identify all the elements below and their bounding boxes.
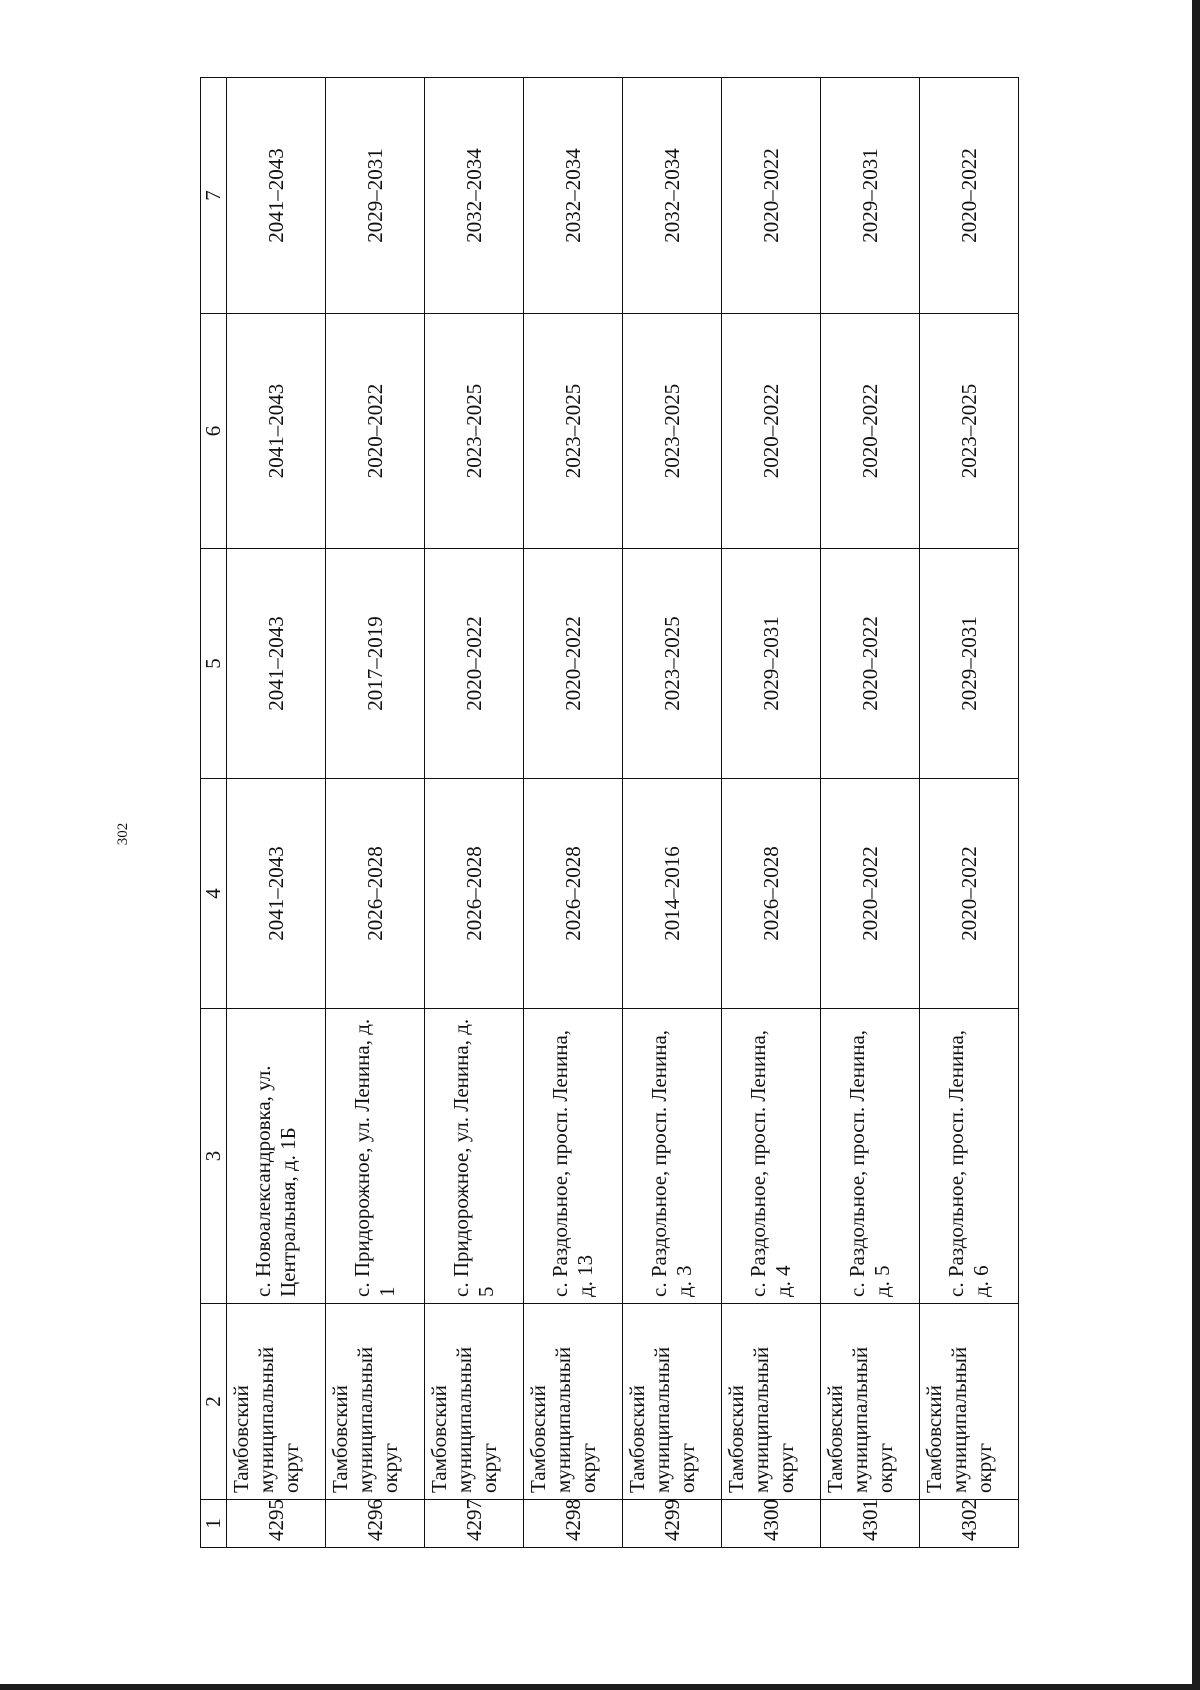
row-number-cell: 4301	[821, 1500, 920, 1548]
period-cell-6: 2020–2022	[821, 314, 920, 549]
address-cell: с. Новоалександровка, ул. Центральная, д. 1Б	[227, 1009, 326, 1304]
period-cell-7: 2029–2031	[821, 78, 920, 314]
period-cell-7: 2032–2034	[623, 78, 722, 314]
scan-edge-right	[1192, 0, 1200, 1690]
period-cell-7: 2032–2034	[425, 78, 524, 314]
period-cell-5: 2041–2043	[227, 549, 326, 779]
district-cell: Тамбовский муниципальный округ	[623, 1304, 722, 1500]
district-cell: Тамбовский муниципальный округ	[425, 1304, 524, 1500]
table-row	[920, 78, 1019, 1548]
period-cell-6: 2023–2025	[623, 314, 722, 549]
period-cell-6: 2023–2025	[425, 314, 524, 549]
table-row	[821, 78, 920, 1548]
table-row	[227, 78, 326, 1548]
period-cell-4: 2020–2022	[920, 779, 1019, 1009]
period-cell-7: 2020–2022	[722, 78, 821, 314]
period-cell-4: 2026–2028	[524, 779, 623, 1009]
table-header-row	[201, 78, 227, 1548]
row-number-cell: 4296	[326, 1500, 425, 1548]
data-table	[200, 77, 1019, 1548]
period-cell-5: 2020–2022	[821, 549, 920, 779]
period-cell-4: 2014–2016	[623, 779, 722, 1009]
district-cell: Тамбовский муниципальный округ	[722, 1304, 821, 1500]
header-cell: 5	[201, 549, 227, 779]
period-cell-6: 2020–2022	[722, 314, 821, 549]
table-row	[623, 78, 722, 1548]
period-cell-4: 2041–2043	[227, 779, 326, 1009]
district-cell: Тамбовский муниципальный округ	[821, 1304, 920, 1500]
period-cell-5: 2029–2031	[722, 549, 821, 779]
table-row	[326, 78, 425, 1548]
period-cell-6: 2023–2025	[920, 314, 1019, 549]
period-cell-7: 2020–2022	[920, 78, 1019, 314]
address-cell: с. Придорожное, ул. Ленина, д. 1	[326, 1009, 425, 1304]
header-cell: 7	[201, 78, 227, 314]
address-cell: с. Раздольное, просп. Ленина, д. 4	[722, 1009, 821, 1304]
district-cell: Тамбовский муниципальный округ	[227, 1304, 326, 1500]
period-cell-7: 2032–2034	[524, 78, 623, 314]
rotated-table-container	[200, 78, 1010, 1548]
table-row	[425, 78, 524, 1548]
period-cell-4: 2026–2028	[722, 779, 821, 1009]
period-cell-5: 2029–2031	[920, 549, 1019, 779]
address-cell: с. Раздольное, просп. Ленина, д. 5	[821, 1009, 920, 1304]
period-cell-4: 2026–2028	[326, 779, 425, 1009]
address-cell: с. Раздольное, просп. Ленина, д. 13	[524, 1009, 623, 1304]
period-cell-5: 2017–2019	[326, 549, 425, 779]
period-cell-6: 2020–2022	[326, 314, 425, 549]
district-cell: Тамбовский муниципальный округ	[326, 1304, 425, 1500]
row-number-cell: 4298	[524, 1500, 623, 1548]
district-cell: Тамбовский муниципальный округ	[524, 1304, 623, 1500]
district-cell: Тамбовский муниципальный округ	[920, 1304, 1019, 1500]
period-cell-6: 2041–2043	[227, 314, 326, 549]
row-number-cell: 4302	[920, 1500, 1019, 1548]
row-number-cell: 4295	[227, 1500, 326, 1548]
address-cell: с. Раздольное, просп. Ленина, д. 6	[920, 1009, 1019, 1304]
period-cell-7: 2041–2043	[227, 78, 326, 314]
header-cell: 6	[201, 314, 227, 549]
header-cell: 4	[201, 779, 227, 1009]
row-number-cell: 4300	[722, 1500, 821, 1548]
row-number-cell: 4297	[425, 1500, 524, 1548]
table-row	[524, 78, 623, 1548]
period-cell-5: 2020–2022	[524, 549, 623, 779]
address-cell: с. Раздольное, просп. Ленина, д. 3	[623, 1009, 722, 1304]
period-cell-4: 2020–2022	[821, 779, 920, 1009]
table-row	[722, 78, 821, 1548]
header-cell: 3	[201, 1009, 227, 1304]
period-cell-7: 2029–2031	[326, 78, 425, 314]
period-cell-5: 2020–2022	[425, 549, 524, 779]
page-number: 302	[115, 822, 131, 846]
period-cell-5: 2023–2025	[623, 549, 722, 779]
scan-edge-bottom	[0, 1684, 1200, 1690]
header-cell: 1	[201, 1500, 227, 1548]
address-cell: с. Придорожное, ул. Ленина, д. 5	[425, 1009, 524, 1304]
row-number-cell: 4299	[623, 1500, 722, 1548]
period-cell-4: 2026–2028	[425, 779, 524, 1009]
period-cell-6: 2023–2025	[524, 314, 623, 549]
header-cell: 2	[201, 1304, 227, 1500]
